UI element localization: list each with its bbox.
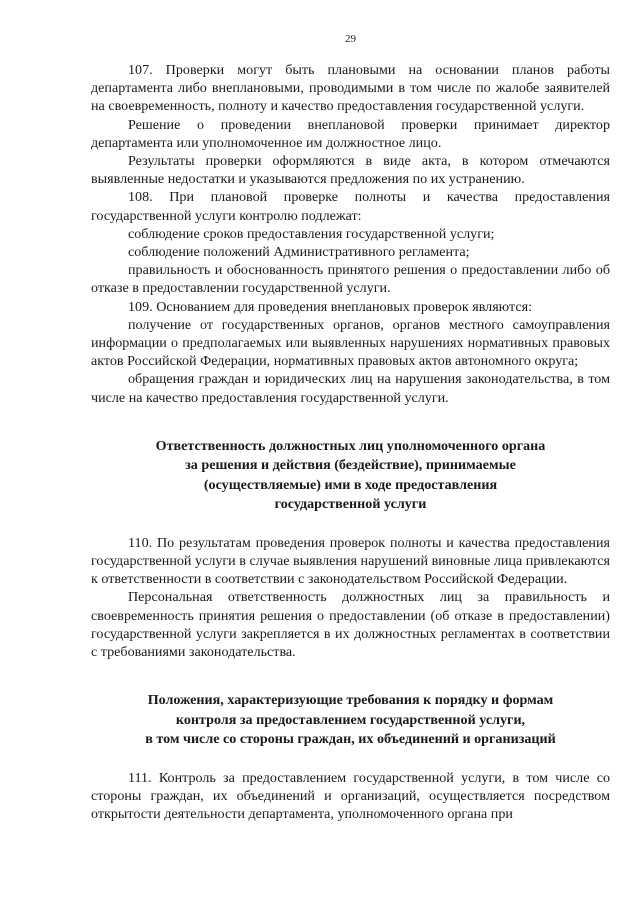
spacer <box>91 661 610 691</box>
section-heading-responsibility <box>91 437 610 515</box>
list-item: соблюдение сроков предоставления государственной услуги; <box>128 225 495 242</box>
paragraph-108: 108. При плановой проверке полноты и качества предоставления государственной услуги контролю подлежат: <box>91 189 610 224</box>
heading-line: за решения и действия (бездействие), принимаемые <box>185 457 516 474</box>
paragraph-results: Результаты проверки оформляются в виде акта, в котором отмечаются выявленные недостатки и указываются предложения по их устранению. <box>91 153 610 188</box>
heading-line: государственной услуги <box>274 496 427 513</box>
spacer <box>91 750 610 769</box>
list-item: соблюдение положений Административного регламента; <box>128 244 470 261</box>
spacer <box>91 515 610 534</box>
heading-line: Положения, характеризующие требования к порядку и формам <box>147 692 554 709</box>
paragraph-personal-responsibility: Персональная ответственность должностных лиц за правильность и своевременность принятия решения о предоставлении (об отказе в предоставлении) государственной услуги закрепляется в их должностных регламентах в соответствии с требованиями законодательства. <box>91 589 610 661</box>
paragraph-110: 110. По результатам проведения проверок полноты и качества предоставления государственной услуги в случае выявления нарушений виновные лица привлекаются к ответственности в соответствии с законодательством Российской Федерации. <box>91 534 610 588</box>
heading-line: (осуществляемые) ими в ходе предоставления <box>203 476 498 493</box>
document-body <box>91 61 610 823</box>
heading-line: контроля за предоставлением государственной услуги, <box>175 711 526 728</box>
list-item: обращения граждан и юридических лиц на нарушения законодательства, в том числе на качество предоставления государственной услуги. <box>91 371 610 406</box>
page-number: 29 <box>345 33 356 45</box>
spacer <box>91 407 610 437</box>
paragraph-109: 109. Основанием для проведения внеплановых проверок являются: <box>128 298 533 315</box>
paragraph-111: 111. Контроль за предоставлением государственной услуги, в том числе со стороны граждан, их объединений и организаций, осуществляется посредством открытости деятельности департамента, уполномоченного органа при <box>91 769 610 823</box>
section-heading-control <box>91 691 610 750</box>
heading-line: в том числе со стороны граждан, их объединений и организаций <box>145 731 556 748</box>
list-item: получение от государственных органов, органов местного самоуправления информации о предполагаемых или выявленных нарушениях нормативных правовых актов Российской Федерации, нормативных правовых актов автономного округа; <box>91 316 610 370</box>
list-item: правильность и обоснованность принятого решения о предоставлении либо об отказе в предоставлении государственной услуги. <box>91 262 610 297</box>
heading-line: Ответственность должностных лиц уполномоченного органа <box>155 437 546 454</box>
paragraph-decision: Решение о проведении внеплановой проверки принимает директор департамента или уполномоченное им должностное лицо. <box>91 116 610 151</box>
paragraph-107: 107. Проверки могут быть плановыми на основании планов работы департамента либо внеплановыми, проводимыми в том числе по жалобе заявителей на своевременность, полноту и качество предоставления государственной услуги. <box>91 62 610 115</box>
